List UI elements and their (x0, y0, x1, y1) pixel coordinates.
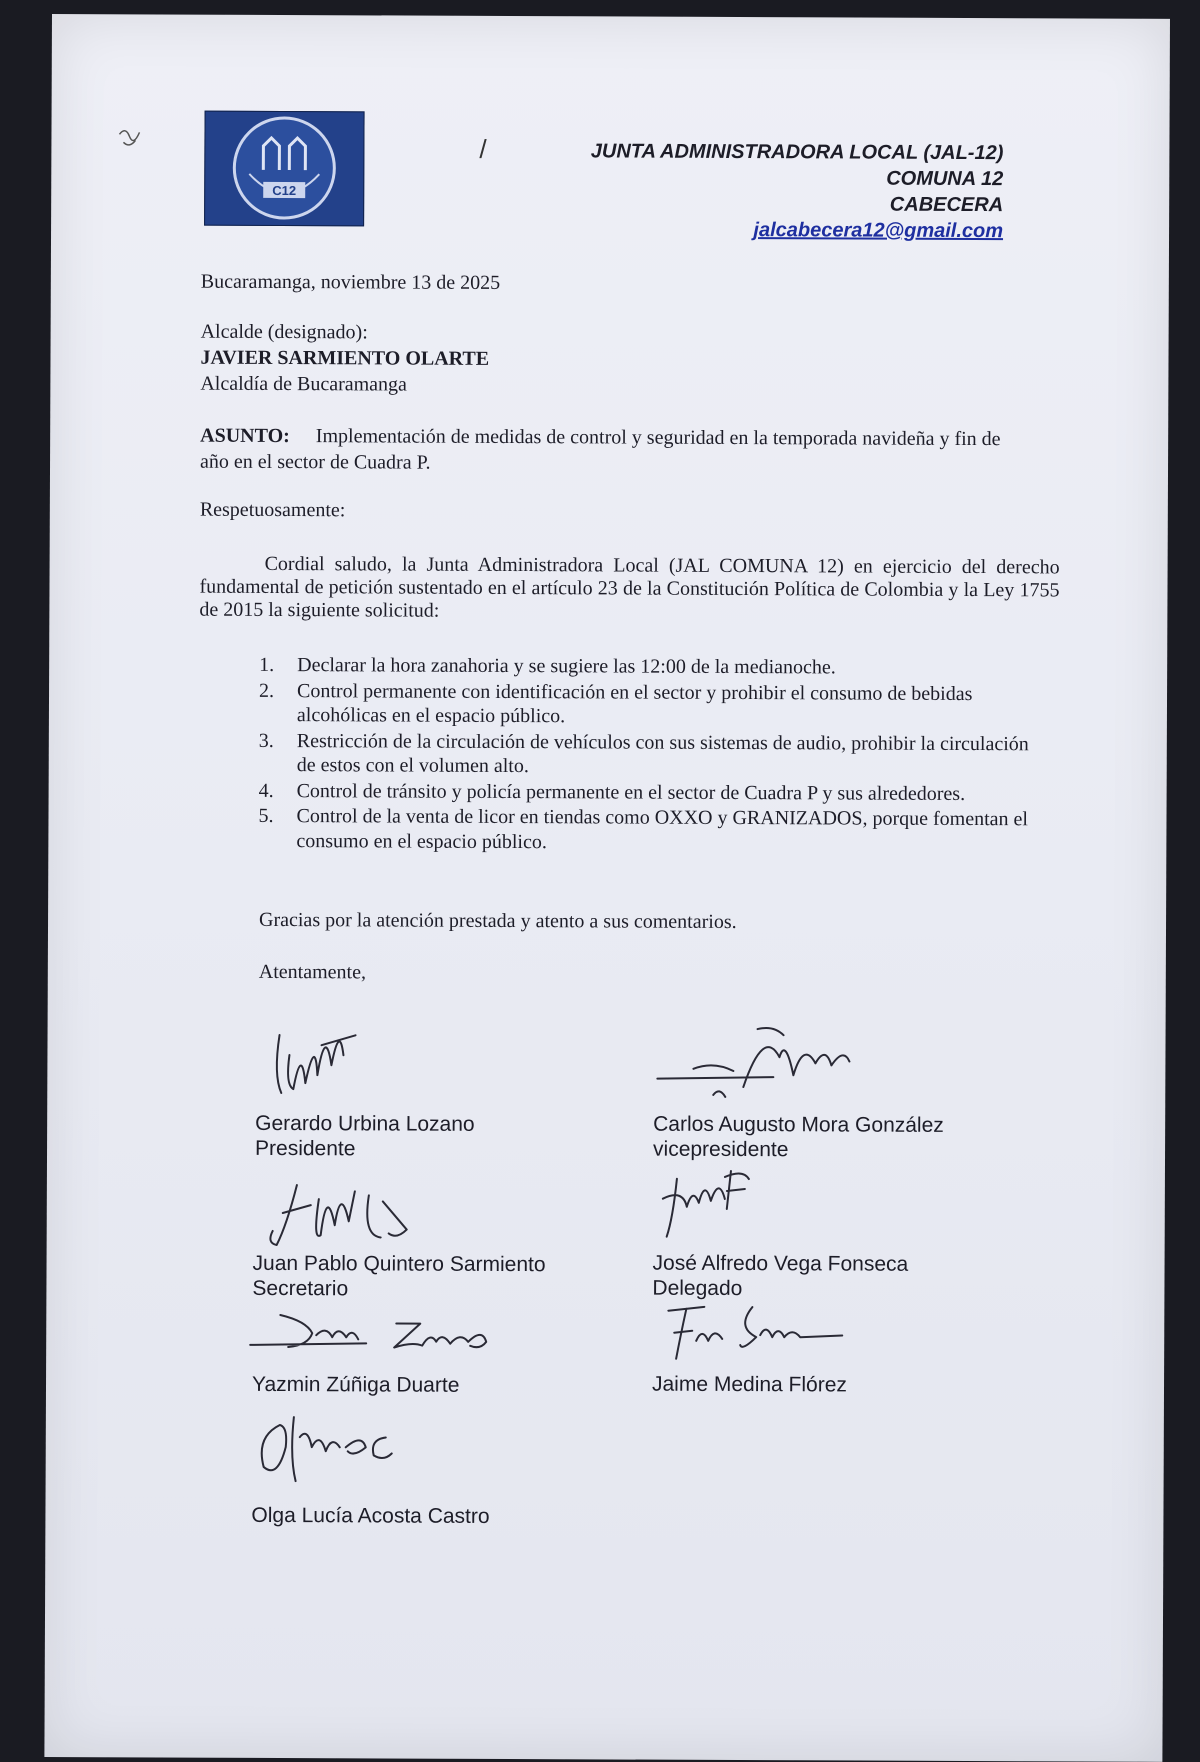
signature-zuniga (246, 1301, 506, 1364)
recipient-org: Alcaldía de Bucaramanga (200, 372, 407, 396)
signer-role: Delegado (652, 1276, 743, 1301)
requests-list (258, 653, 1049, 857)
signer-block (252, 1372, 459, 1398)
signature-acosta (250, 1407, 410, 1486)
signature-quintero (257, 1165, 437, 1252)
signature-medina (656, 1297, 846, 1368)
signer-block (653, 1112, 944, 1163)
pen-mark: / (479, 133, 487, 164)
signer-role: Secretario (252, 1276, 349, 1301)
signer-role: vicepresidente (653, 1137, 789, 1162)
recipient-name: JAVIER SARMIENTO OLARTE (200, 346, 490, 370)
recipient-block (200, 319, 489, 398)
org-name: JUNTA ADMINISTRADORA LOCAL (JAL-12) (590, 140, 1004, 165)
list-item: 4. Control de tránsito y policía permanente en el sector de Cuadra P y sus alrededores. (258, 779, 966, 805)
email-link[interactable]: jalcabecera12@gmail.com (753, 219, 1004, 243)
jal-logo (204, 111, 365, 227)
signer-name: Jaime Medina Flórez (651, 1372, 847, 1397)
signer-name: Gerardo Urbina Lozano (255, 1111, 475, 1136)
signer-name: Juan Pablo Quintero Sarmiento (252, 1251, 546, 1277)
list-item: 5. Control de la venta de licor en tiendas como OXXO y GRANIZADOS, porque fomentan el consumo en el espacio público. (258, 804, 1029, 853)
signer-name: Yazmin Zúñiga Duarte (251, 1372, 460, 1397)
signer-block (255, 1111, 475, 1162)
signer-name: Olga Lucía Acosta Castro (251, 1503, 490, 1528)
body-paragraph: Cordial saludo, la Junta Administradora Local (JAL COMUNA 12) en ejercicio del derecho fundamental de petición sustentado en el artículo 23 de la Constitución Política de Colombia y la Ley 1755 de 2015 la siguiente solicitud: (199, 552, 1060, 622)
greeting: Respetuosamente: (199, 498, 346, 522)
thanks-line: Gracias por la atención prestada y atento a sus comentarios. (259, 908, 737, 933)
signer-block (252, 1251, 545, 1302)
list-item: 1. Declarar la hora zanahoria y se sugiere las 12:00 de la medianoche. (259, 653, 836, 679)
signer-block (652, 1372, 847, 1398)
sector-line: CABECERA (889, 193, 1004, 217)
signer-role: Presidente (255, 1136, 356, 1161)
letter-page (44, 14, 1170, 1762)
subject-text: Implementación de medidas de control y seguridad en la temporada navideña y fin de año en el sector de Cuadra P. (200, 425, 1001, 474)
list-item: 3. Restricción de la circulación de vehículos con sus sistemas de audio, prohibir la circulación de estos con el volumen alto. (258, 729, 1029, 778)
signature-urbina (259, 1015, 369, 1101)
signature-mora (653, 1017, 873, 1108)
letter-date: Bucaramanga, noviembre 13 de 2025 (200, 270, 501, 294)
subject-label: ASUNTO: (200, 424, 290, 448)
logo-text: C12 (272, 182, 297, 199)
closing-line: Atentamente, (258, 960, 367, 984)
margin-scribble (115, 124, 145, 152)
signature-vega (653, 1159, 773, 1244)
signer-name: Carlos Augusto Mora González (653, 1112, 944, 1137)
letterhead (511, 138, 1003, 244)
signer-block (652, 1251, 908, 1302)
list-item: 2. Control permanente con identificación en el sector y prohibir el consumo de bebidas alcohólicas en el espacio público. (259, 679, 973, 728)
comuna-line: COMUNA 12 (886, 167, 1004, 191)
signer-block (251, 1503, 489, 1529)
subject-block (200, 423, 1020, 479)
signer-name: José Alfredo Vega Fonseca (652, 1251, 909, 1276)
recipient-role: Alcalde (designado): (200, 320, 368, 344)
